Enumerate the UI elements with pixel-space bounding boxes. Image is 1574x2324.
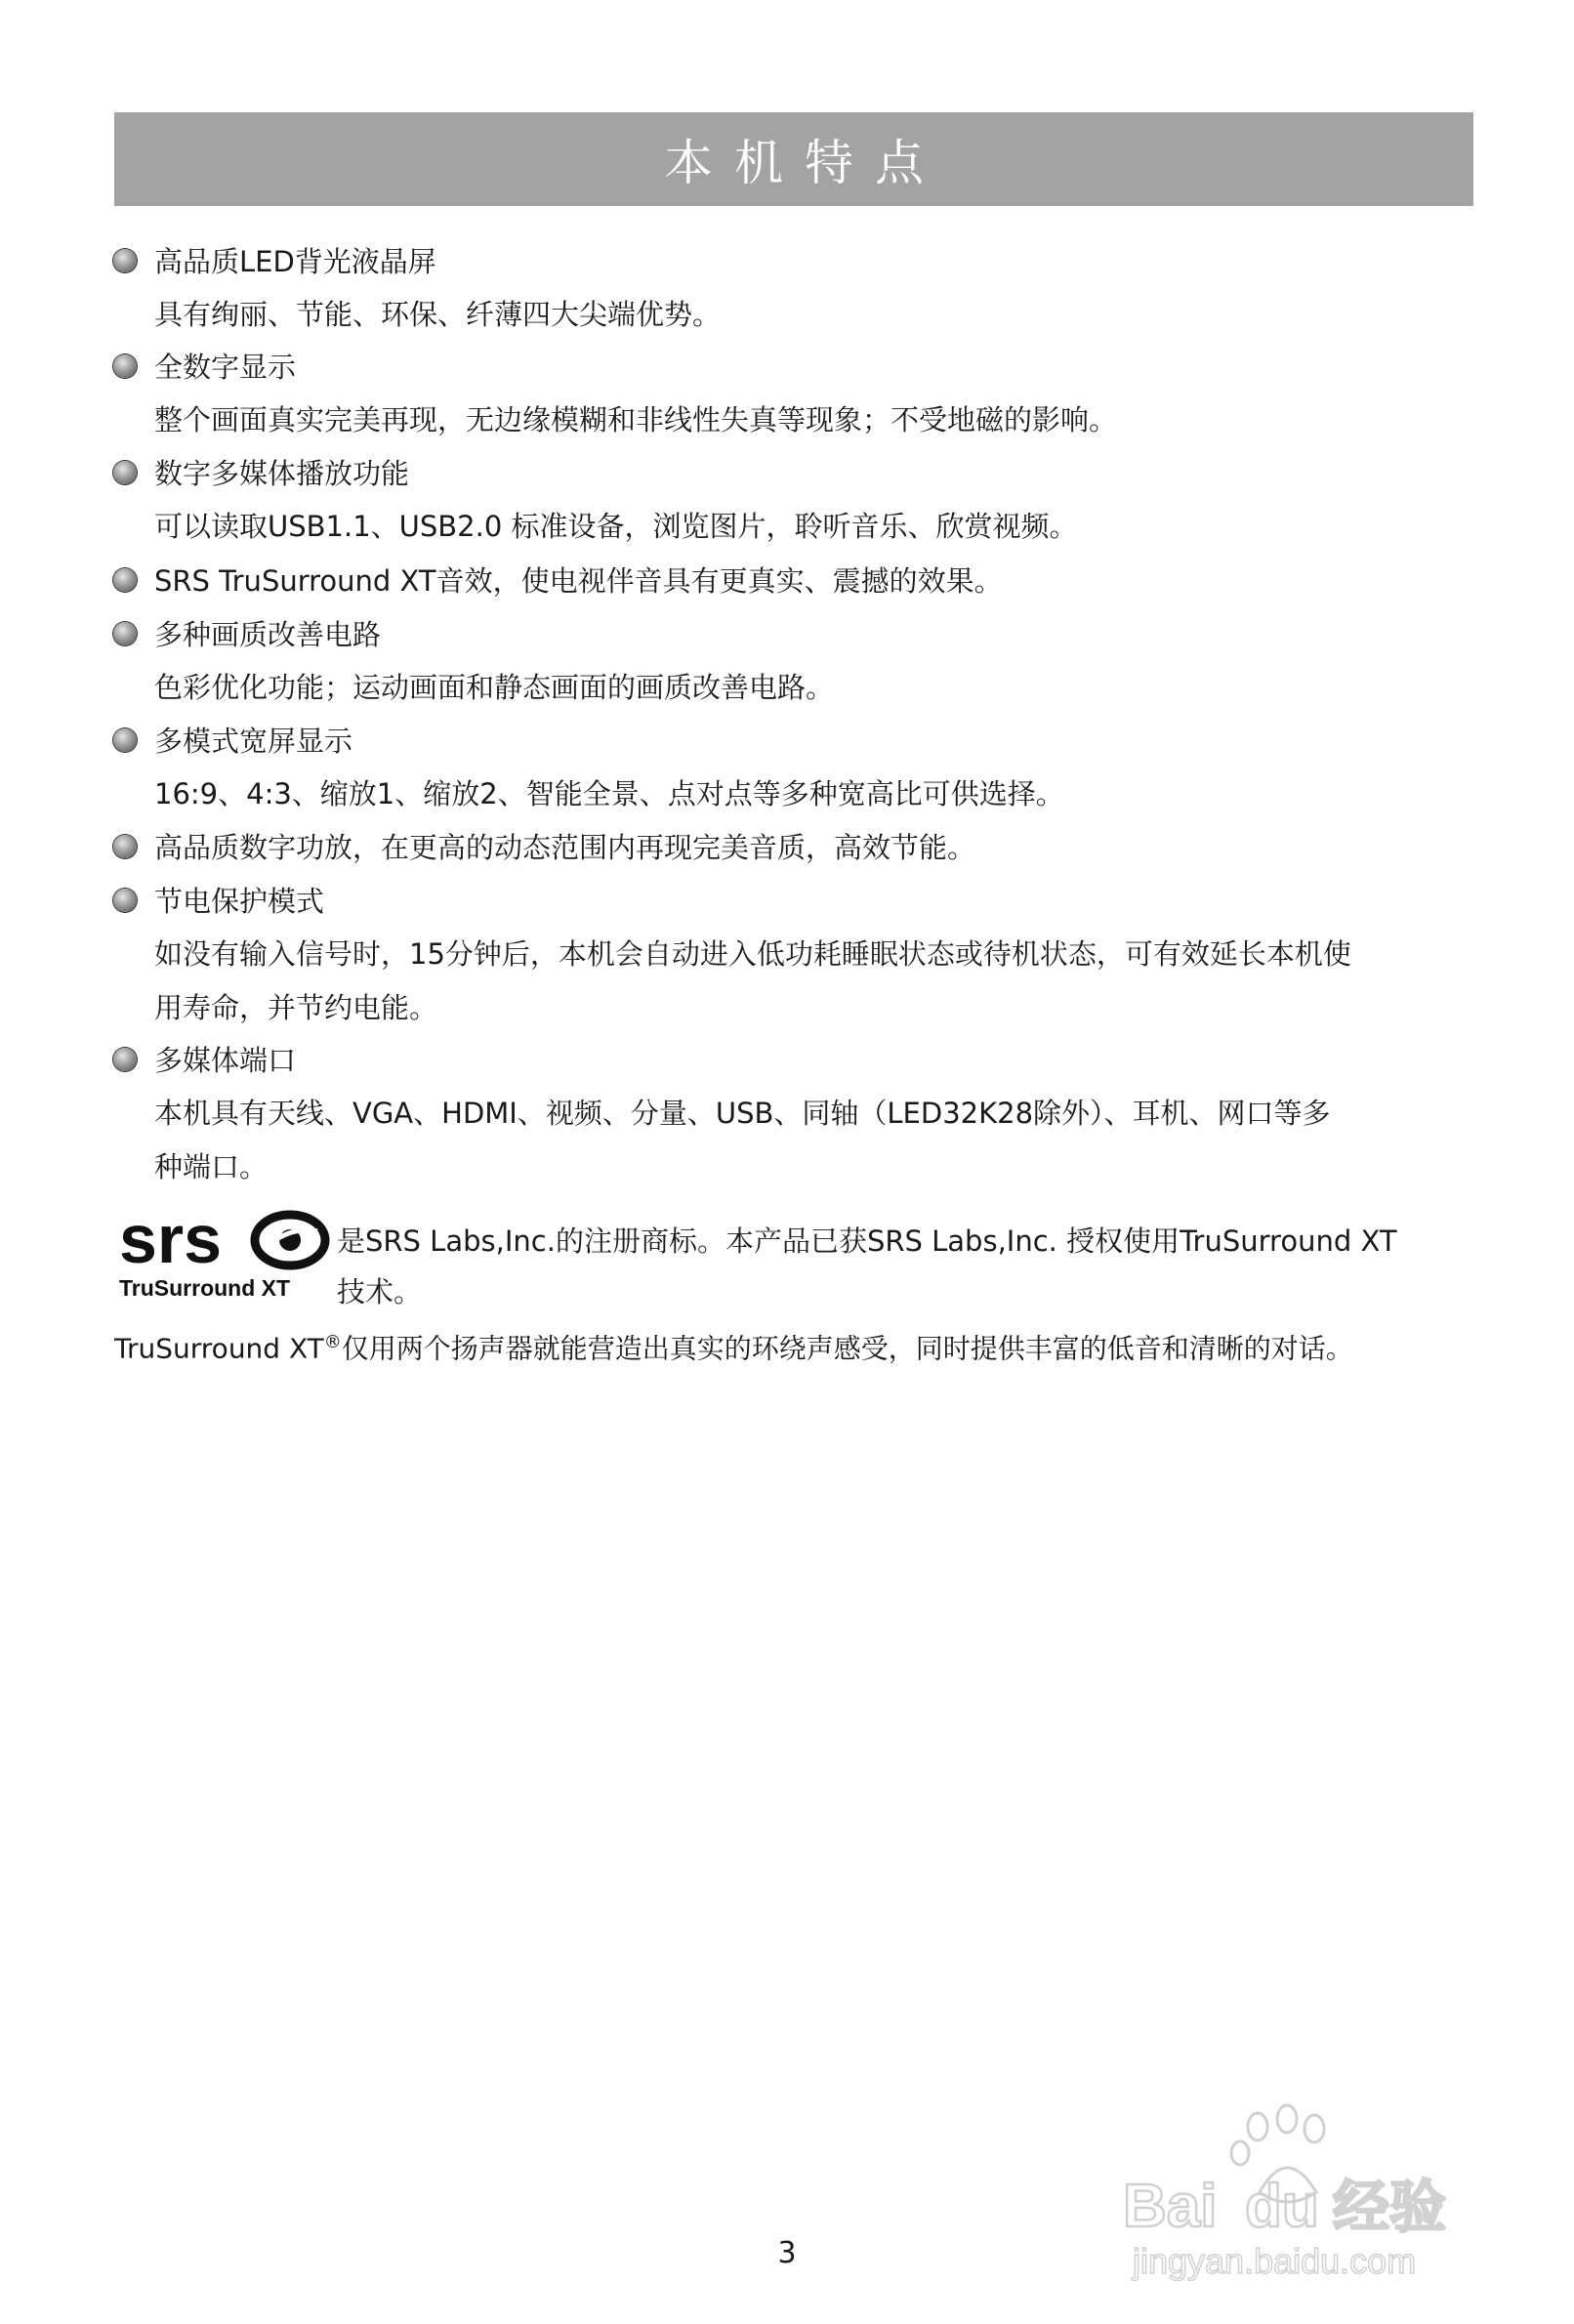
trusurround-note	[114, 1323, 1353, 1368]
feature-desc: 如没有输入信号时，15分钟后，本机会自动进入低功耗睡眠状态或待机状态，可有效延长本机使	[154, 937, 1351, 971]
feature-desc: 本机具有天线、VGA、HDMI、视频、分量、USB、同轴（LED32K28除外）、耳机、网口等多	[154, 1097, 1331, 1130]
feature-heading: 全数字显示	[154, 348, 296, 387]
baidu-brand: Bai	[1123, 2173, 1218, 2240]
bullet-icon	[113, 568, 137, 592]
trusurround-text: 仅用两个扬声器就能营造出真实的环绕声感受，同时提供丰富的低音和清晰的对话。	[341, 1332, 1353, 1365]
baidu-label: 经验	[1333, 2174, 1447, 2240]
bullet-icon	[113, 728, 137, 752]
srs-logo-subtext: TruSurround XT	[119, 1275, 291, 1301]
feature-desc: 色彩优化功能；运动画面和静态画面的画质改善电路。	[154, 671, 835, 704]
feature-heading: 高品质数字功放，在更高的动态范围内再现完美音质，高效节能。	[154, 828, 975, 867]
feature-heading: 节电保护模式	[154, 882, 324, 921]
feature-desc: 整个画面真实完美再现，无边缘模糊和非线性失真等现象；不受地磁的影响。	[154, 403, 1118, 436]
bullet-icon	[113, 1048, 137, 1071]
feature-desc: 种端口。	[154, 1150, 269, 1183]
page-number: 3	[777, 2236, 797, 2270]
baidu-url: jingyan.baidu.com	[1133, 2241, 1417, 2281]
srs-notice	[337, 1216, 1470, 1317]
title-bar	[114, 112, 1473, 206]
srs-notice-line: 技术。	[337, 1275, 423, 1308]
feature-heading: 高品质LED背光液晶屏	[154, 242, 436, 281]
page-title: 本机特点	[664, 135, 945, 191]
feature-desc: 用寿命，并节约电能。	[154, 991, 438, 1024]
feature-heading: 多媒体端口	[154, 1041, 296, 1080]
srs-logo	[117, 1206, 332, 1304]
trusurround-name: TruSurround XT	[114, 1332, 324, 1365]
srs-logo-text: srs	[119, 1206, 223, 1277]
srs-notice-line: 是SRS Labs,Inc.的注册商标。本产品已获SRS Labs,Inc. 授权使用TruSurround XT	[337, 1224, 1397, 1258]
bullet-icon	[113, 889, 137, 912]
bullet-icon	[113, 835, 137, 858]
bullet-icon	[113, 622, 137, 645]
feature-desc: 可以读取USB1.1、USB2.0 标准设备，浏览图片，聆听音乐、欣赏视频。	[154, 510, 1078, 543]
registered-mark: ®	[323, 1332, 342, 1352]
bullet-icon	[113, 461, 137, 484]
feature-desc: 具有绚丽、节能、环保、纤薄四大尖端优势。	[154, 298, 722, 331]
feature-heading: 数字多媒体播放功能	[154, 454, 409, 493]
feature-desc: 16:9、4:3、缩放1、缩放2、智能全景、点对点等多种宽高比可供选择。	[154, 777, 1064, 810]
feature-heading: SRS TruSurround XT音效，使电视伴音具有更真实、震撼的效果。	[154, 561, 1003, 601]
feature-heading: 多模式宽屏显示	[154, 722, 352, 761]
feature-heading: 多种画质改善电路	[154, 615, 381, 654]
bullet-icon	[113, 249, 137, 272]
baidu-brand-du: du	[1245, 2173, 1319, 2240]
bullet-icon	[113, 354, 137, 378]
